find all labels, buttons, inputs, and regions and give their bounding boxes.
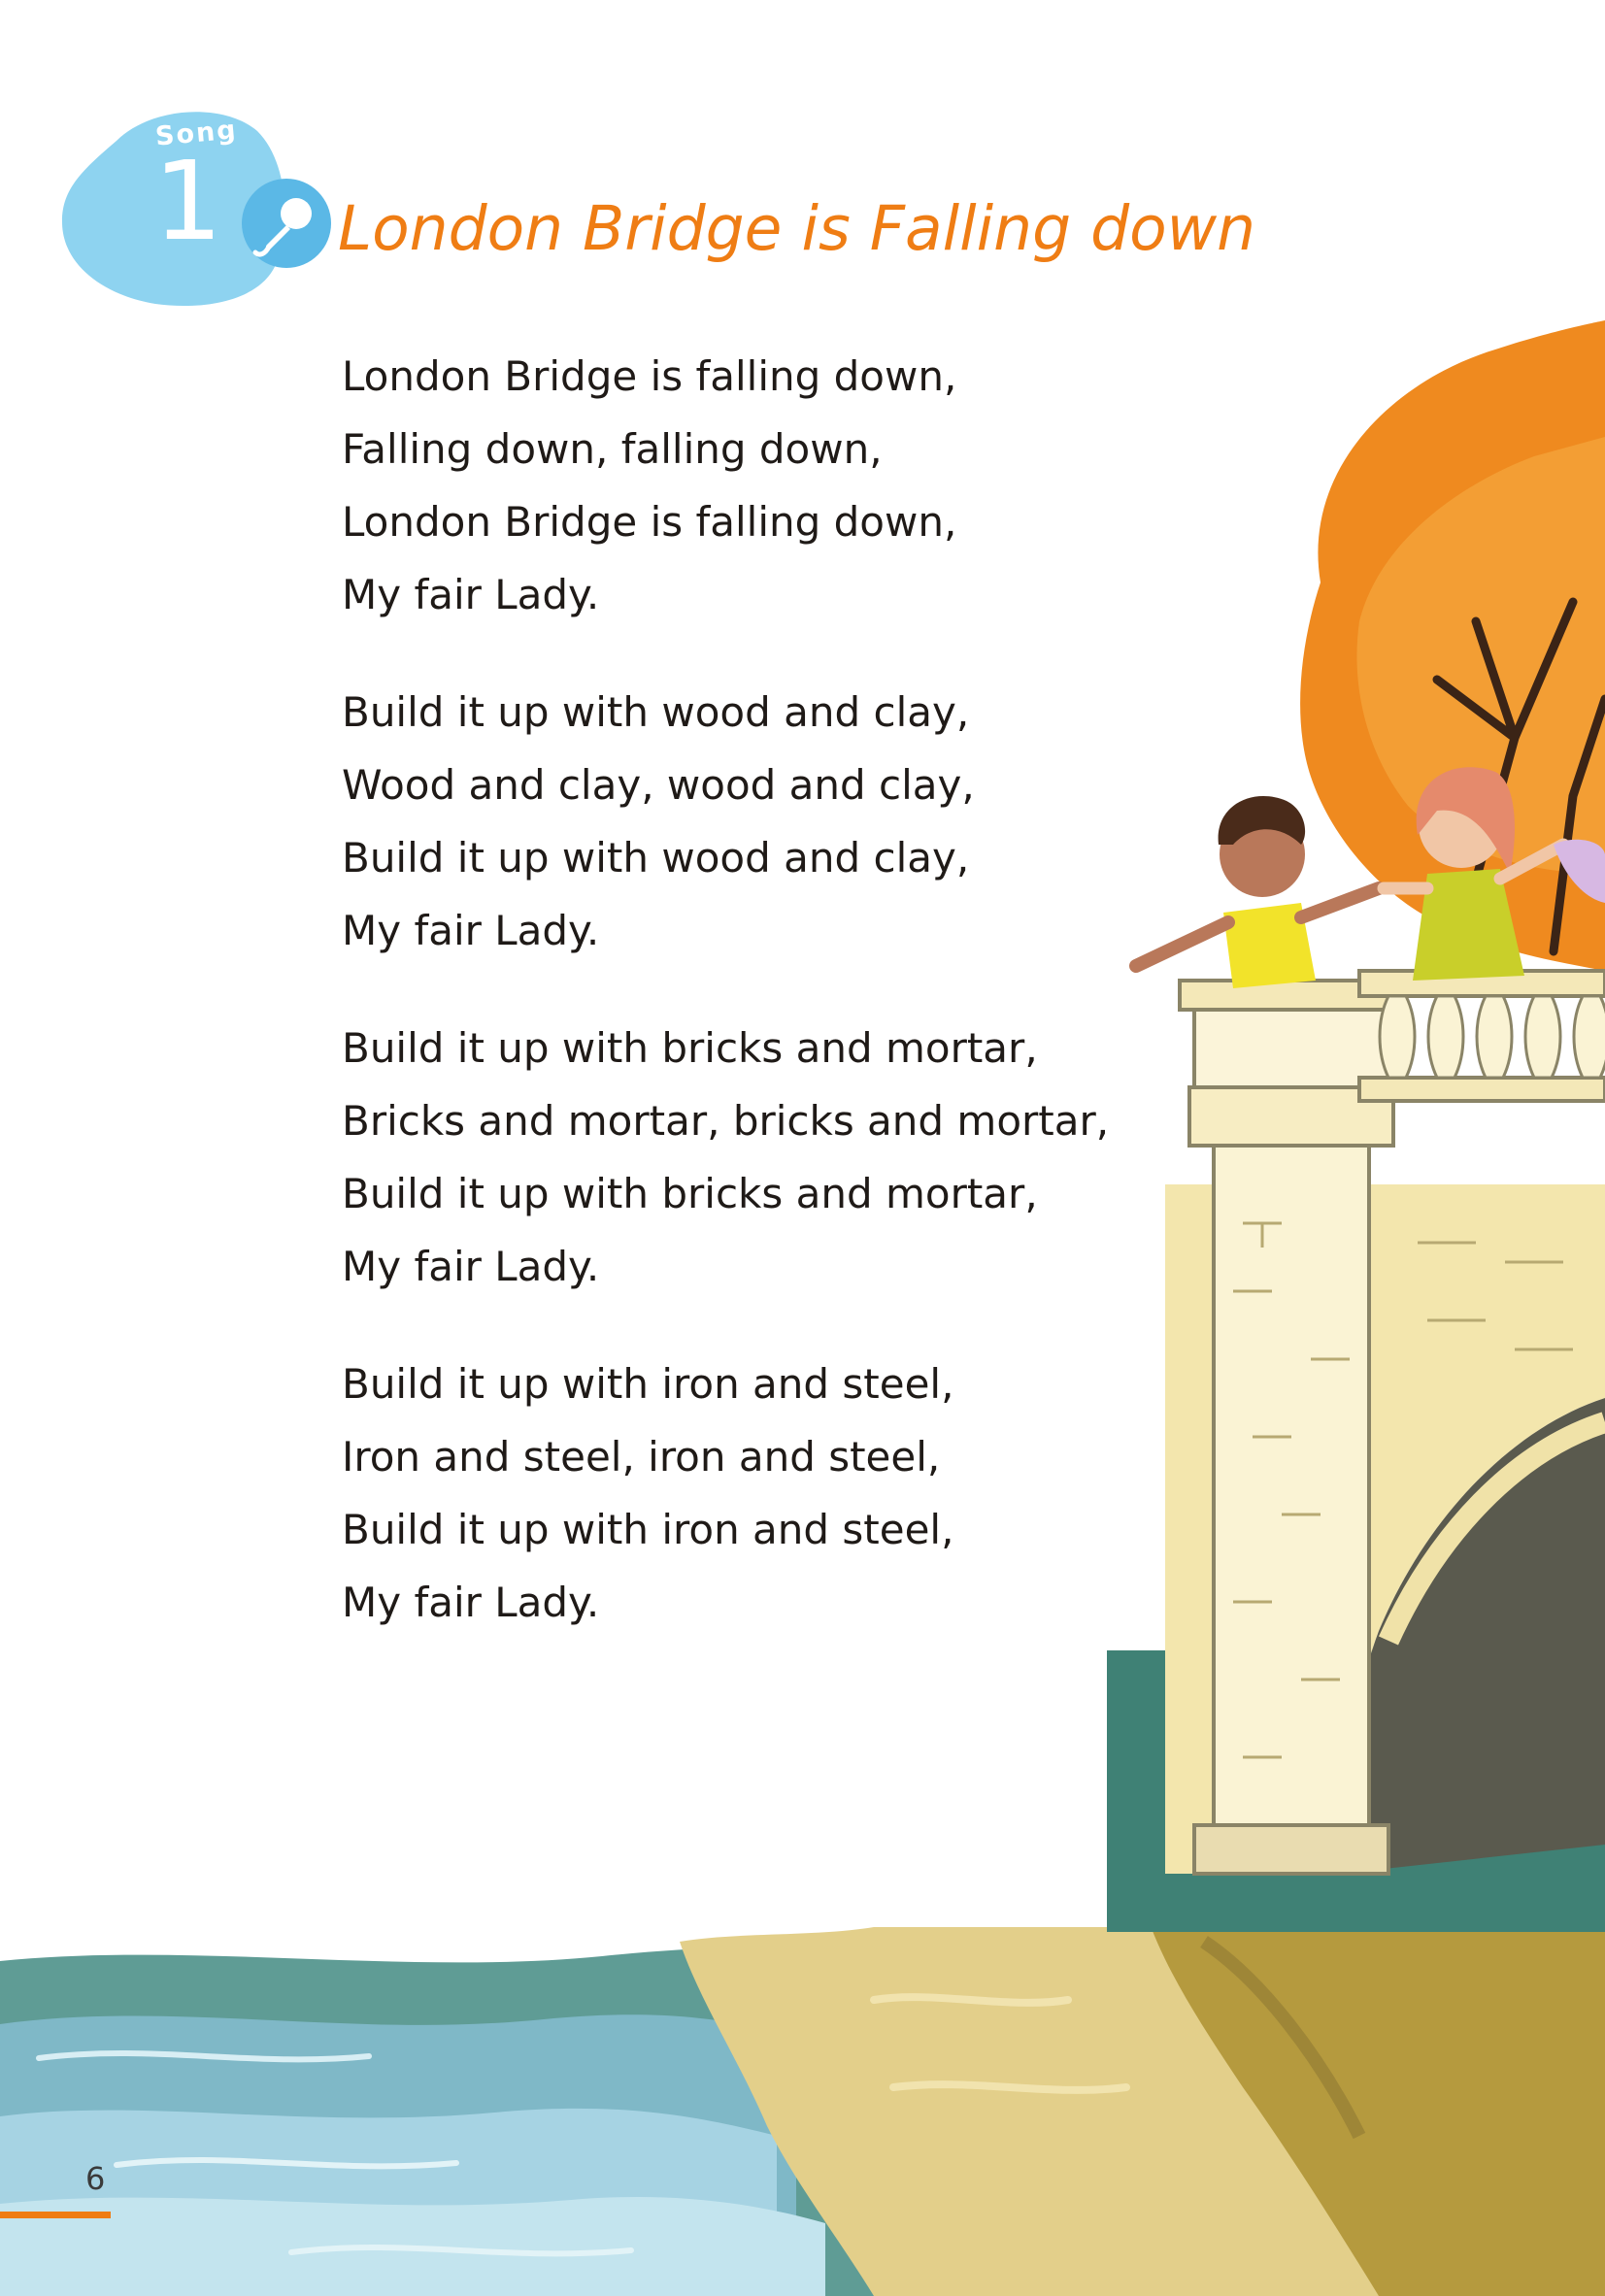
lyric-line: Falling down, falling down, xyxy=(342,425,883,473)
microphone-icon xyxy=(238,175,335,272)
lyric-line: London Bridge is falling down, xyxy=(342,498,957,546)
lyric-line: Build it up with iron and steel, xyxy=(342,1360,954,1408)
song-label: Song xyxy=(153,115,239,152)
lyric-line: Build it up with wood and clay, xyxy=(342,688,970,736)
verse xyxy=(342,676,1138,967)
lyric-line: My fair Lady. xyxy=(342,1243,600,1290)
lyric-line: Wood and clay, wood and clay, xyxy=(342,761,975,809)
verse xyxy=(342,1012,1138,1303)
lyric-line: London Bridge is falling down, xyxy=(342,352,957,400)
verse xyxy=(342,340,1138,631)
page-number-rule xyxy=(0,2212,111,2218)
lyric-line: Build it up with bricks and mortar, xyxy=(342,1024,1038,1072)
song-lyrics xyxy=(342,340,1138,1683)
lyric-line: My fair Lady. xyxy=(342,1579,600,1626)
song-title: London Bridge is Falling down xyxy=(338,193,1256,264)
page-number: 6 xyxy=(85,2160,106,2197)
lyric-line: Iron and steel, iron and steel, xyxy=(342,1433,941,1481)
lyric-line: Bricks and mortar, bricks and mortar, xyxy=(342,1097,1110,1145)
lyric-line: Build it up with iron and steel, xyxy=(342,1506,954,1553)
lyric-line: Build it up with bricks and mortar, xyxy=(342,1170,1038,1217)
lyric-line: Build it up with wood and clay, xyxy=(342,834,970,882)
verse xyxy=(342,1348,1138,1639)
song-number: 1 xyxy=(153,139,223,265)
lyric-line: My fair Lady. xyxy=(342,571,600,618)
lyric-line: My fair Lady. xyxy=(342,907,600,954)
stone-bridge xyxy=(1107,971,1605,1874)
